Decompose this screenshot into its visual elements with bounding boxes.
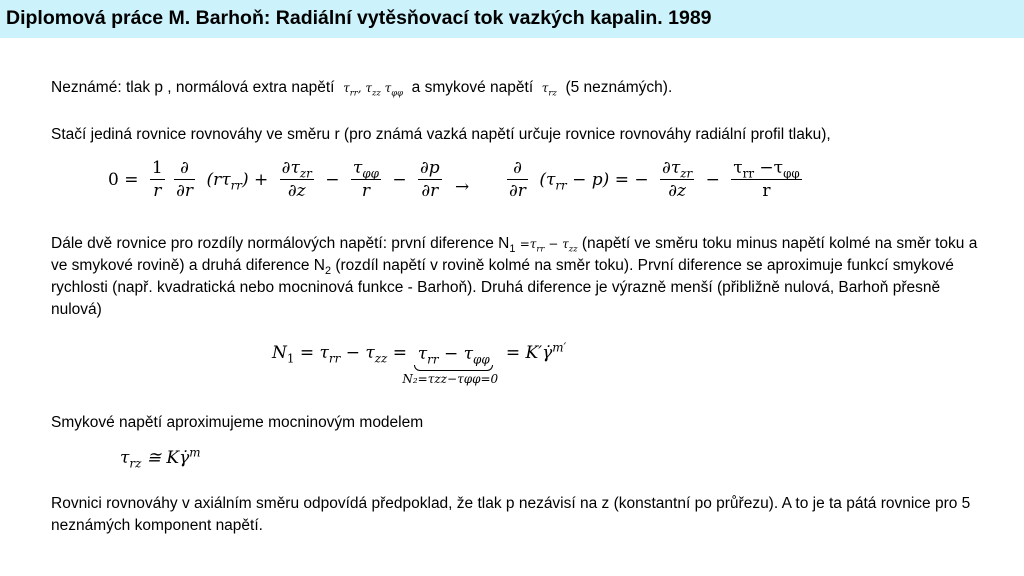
unknowns-text-a: Neznámé: tlak p , normálová extra napětí (51, 79, 335, 96)
n2-zero-label: N₂=τzz−τφφ=0 (402, 371, 499, 386)
nsd-text-a: Dále dvě rovnice pro rozdíly normálových napětí: první diference N (51, 235, 510, 252)
slide-title: Diplomová práce M. Barhoň: Radiální vytěsňovací tok vazkých kapalin. 1989 (6, 7, 712, 29)
title-bar (0, 0, 1024, 38)
n2-subscript: 2 (324, 265, 331, 278)
nsd-text-b: (napětí ve směru toku minus napětí kolmé na směr toku a ve smykové rovině) a druhá diference N (51, 235, 978, 274)
first-normal-difference-equation: $N_1 = \tau_{rr} - \tau_{zz} = \tau_{rr} - \tau_{\varphi\varphi}$ N₂=τzz−τφφ=0 = K′γ̇$^{m'}$ (272, 340, 567, 386)
radial-equilibrium-equation: 0 = $\frac{1}{r}$ $\frac{\partial}{\partial r}$ $(r\tau_{rr})$ + $\frac{\partial\tau_{zr}}{\partial z}$ − $\frac{\tau_{\varphi\varphi}}{r}$ − $\frac{\partial p}{\partial r}$ (108, 158, 440, 201)
normal-stress-differences-paragraph (51, 233, 981, 321)
power-law-equation: $\tau_{rz}$ ≅ Kγ̇$^m$ (120, 445, 201, 471)
underbrace: $\tau_{rr} - \tau_{\varphi\varphi}$ N₂=τzz−τφφ=0 (402, 343, 499, 386)
unknowns-text-c: (5 neznámých). (565, 79, 673, 96)
implication-arrow: → (455, 177, 470, 197)
tau-rr-symbol: $\tau_{rr}$, $\tau_{zz}$ $\tau_{\varphi\varphi}$ (343, 81, 404, 98)
unknowns-paragraph (51, 77, 1011, 99)
axial-equilibrium-paragraph: Rovnici rovnováhy v axiálním směru odpovídá předpoklad, že tlak p nezávisí na z (konstantní po průřezu). A to je ta pátá rovnice pro 5 neznámých komponent napětí. (51, 495, 971, 534)
radial-pressure-equation: $\frac{\partial}{\partial r}$ $(\tau_{rr} - p)$ = − $\frac{\partial\tau_{zr}}{\partial z}$ − $\frac{\tau_{rr} -\tau_{\varphi\varphi}}{r}$ (509, 158, 800, 201)
nsd-text-c: (rozdíl napětí v rovině kolmé na směr toku). První diference se aproximuje funkcí smykové rychlosti (např. kvadratická nebo mocninová funkce - Barhoň). Druhá diference je výrazně menší (přibližně nulová, Barhoň přesně nulová) (51, 257, 954, 318)
n1-definition: $=\tau_{rr} - \tau_{zz}$ (519, 237, 578, 254)
unknowns-text-b: a smykové napětí (411, 79, 534, 96)
equilibrium-paragraph: Stačí jediná rovnice rovnováhy ve směru r (pro známá vazká napětí určuje rovnice rovnováhy radiální profil tlaku), (51, 126, 831, 143)
n1-subscript: 1 (509, 243, 516, 256)
tau-rz-symbol: $\tau_{rz}$ (541, 81, 557, 98)
shear-model-paragraph: Smykové napětí aproximujeme mocninovým modelem (51, 414, 424, 431)
